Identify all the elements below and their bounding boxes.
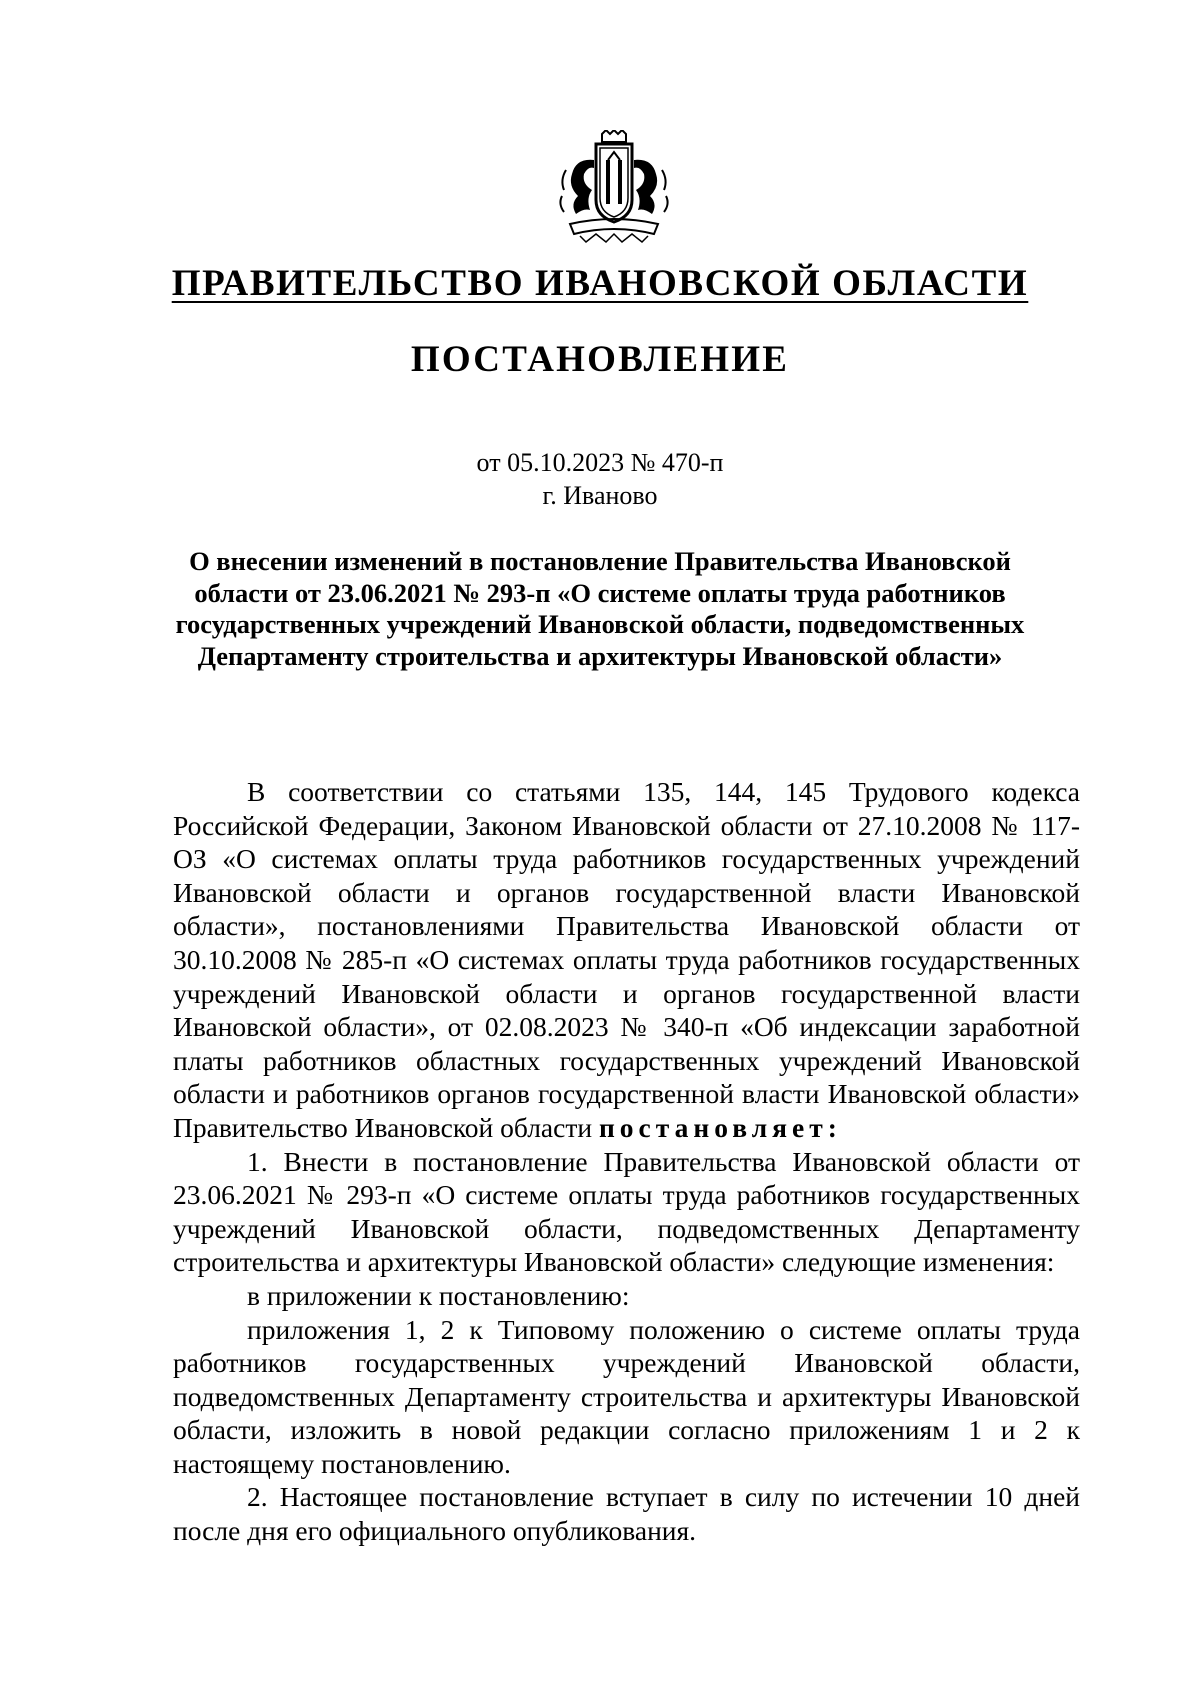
document-date-number: от 05.10.2023 № 470-п xyxy=(476,448,724,477)
document-city: г. Иваново xyxy=(542,481,658,510)
item-1-sub-paragraph-2: приложения 1, 2 к Типовому положению о системе оплаты труда работников государственных учреждений Ивановской области, подведомственных Департаменту строительства и архитектуры Ивановской области, изложить в новой редакции согласно приложениям 1 и 2 к настоящему постановлению. xyxy=(173,1313,1080,1479)
preamble-text: В соответствии со статьями 135, 144, 145 Трудового кодекса Российской Федерации, Законом Ивановской области от 27.10.2008 № 117-ОЗ «О системах оплаты труда работников государственных учреждений Ивановской области и органов государственной власти Ивановской области», постановлениями Правительства Ивановской области от 30.10.2008 № 285-п «О системах оплаты труда работников государственных учреждений Ивановской области и органов государственной власти Ивановской области», от 02.08.2023 № 340-п «Об индексации заработной платы работников областных государственных учреждений Ивановской области и работников органов государственной власти Ивановской области» Правительство Ивановской области xyxy=(173,776,1080,1143)
document-type-heading: ПОСТАНОВЛЕНИЕ xyxy=(410,339,790,380)
preamble-paragraph xyxy=(173,775,1080,1145)
document-subject: О внесении изменений в постановление Правительства Ивановской области от 23.06.2021 № 293-п «О системе оплаты труда работников государственных учреждений Ивановской области, подведомственных Департаменту строительства и архитектуры Ивановской области» xyxy=(175,546,1025,671)
document-body xyxy=(173,775,1080,1548)
item-2-paragraph: 2. Настоящее постановление вступает в силу по истечении 10 дней после дня его официального опубликования. xyxy=(173,1481,1080,1547)
coat-of-arms-icon xyxy=(556,130,672,244)
item-1-paragraph: 1. Внести в постановление Правительства Ивановской области от 23.06.2021 № 293-п «О системе оплаты труда работников государственных учреждений Ивановской области, подведомственных Департаменту строительства и архитектуры Ивановской области» следующие изменения: xyxy=(173,1145,1080,1278)
resolves-keyword: постановляет: xyxy=(598,1111,842,1143)
item-1-sub-paragraph-1: в приложении к постановлению: xyxy=(247,1279,630,1311)
government-title: ПРАВИТЕЛЬСТВО ИВАНОВСКОЙ ОБЛАСТИ xyxy=(171,263,1029,304)
